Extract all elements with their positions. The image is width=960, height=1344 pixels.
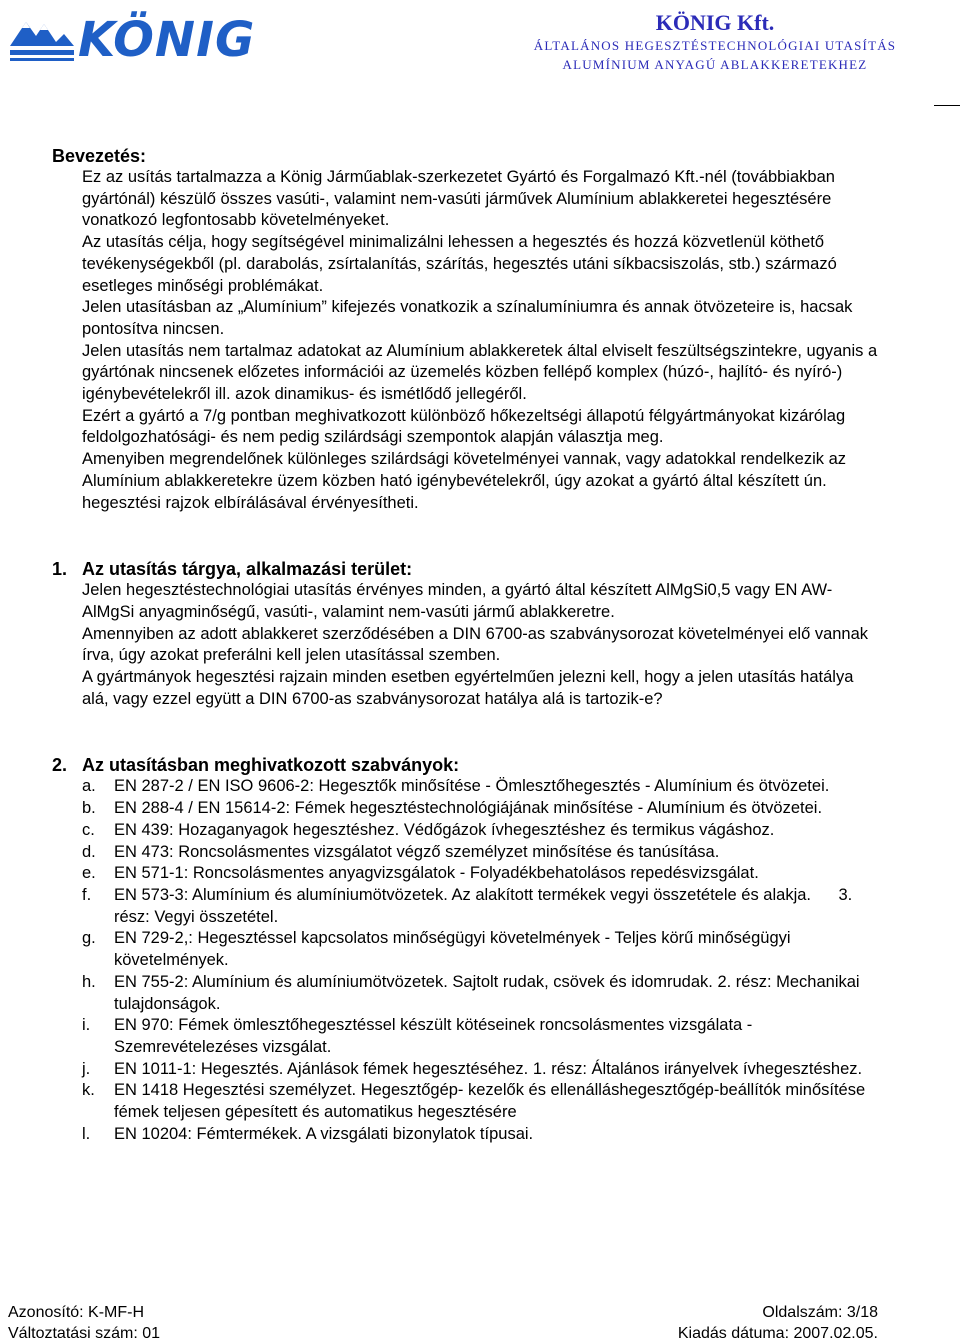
list-item-text: EN 1011-1: Hegesztés. Ajánlások fémek hegesztéséhez. 1. rész: Általános irányelvek ívhegesztéshez. <box>114 1059 863 1078</box>
section-1-number: 1. <box>52 559 68 580</box>
section-1-title: Az utasítás tárgya, alkalmazási terület: <box>82 559 413 580</box>
document-body <box>52 145 882 1145</box>
list-item <box>82 1080 882 1123</box>
list-item-text: EN 571-1: Roncsolásmentes anyagvizsgálatok - Folyadékbehatolásos repedésvizsgálat. <box>114 864 759 883</box>
list-item <box>82 885 882 928</box>
intro-heading: Bevezetés: <box>52 146 147 166</box>
list-item-text: EN 573-3: Alumínium és alumíniumötvözetek. Az alakított termékek vegyi összetétele és alakja. 3. rész: Vegyi összetétel. <box>114 885 857 926</box>
list-item-text: EN 439: Hozaganyagok hegesztéshez. Védőgázok ívhegesztéshez és termikus vágáshoz. <box>114 820 775 839</box>
list-item-label: a. <box>82 777 96 796</box>
list-item-text: EN 287-2 / EN ISO 9606-2: Hegesztők minősítése - Ömlesztőhegesztés - Alumínium és ötvözetei. <box>114 777 830 796</box>
list-item-label: j. <box>82 1059 91 1078</box>
section-2-number: 2. <box>52 755 68 776</box>
list-item <box>82 928 882 971</box>
page-number: Oldalszám: 3/18 <box>762 1304 878 1321</box>
list-item <box>82 820 882 842</box>
list-item <box>82 842 882 864</box>
document-id: Azonosító: K-MF-H <box>8 1304 145 1321</box>
intro-text <box>82 167 882 514</box>
company-name: KÖNIG Kft. <box>655 10 775 35</box>
section-1-paragraph: Amennyiben az adott ablakkeret szerződésében a DIN 6700-as szabványsorozat követelményei elő vannak írva, úgy azokat preferálni kell jelen utasítással szemben. <box>82 624 869 665</box>
list-item <box>82 863 882 885</box>
list-item <box>82 798 882 820</box>
logo-emblem-icon <box>6 6 78 66</box>
list-item-label: h. <box>82 972 96 991</box>
list-item <box>82 1059 882 1081</box>
list-item <box>82 776 882 798</box>
intro-paragraph: Amenyiben megrendelőnek különleges szilárdsági követelményei vannak, vagy adatokkal rendelkezik az Alumínium ablakkeretekre üzem közben ható igénybevételekről, úgy azokat a gyártó által készített ún. hegesztési rajzok elbírálásával érvényesítheti. <box>82 450 847 512</box>
list-item-text: EN 10204: Fémtermékek. A vizsgálati bizonylatok típusai. <box>114 1124 534 1143</box>
list-item-label: f. <box>82 885 92 904</box>
company-logo <box>6 6 256 66</box>
list-item-label: g. <box>82 929 96 948</box>
header-rule <box>934 105 960 106</box>
intro-paragraph: Ezért a gyártó a 7/g pontban meghivatkozott különböző hőkezeltségi állapotú félgyártmányokat kizárólag feldolgozhatósági- és nem pedig szilárdsági szempontok alapján választja meg. <box>82 406 846 447</box>
list-item-label: l. <box>82 1124 91 1143</box>
intro-paragraph: Az utasítás célja, hogy segítségével minimalizálni lehessen a hegesztés és hozzá közvetlenül köthető tevékenységekből (pl. darabolás, zsírtalanítás, szárítás, hegesztés utáni síkbacsiszolás, stb.) származó esetleges minőségi problémákat. <box>82 233 837 295</box>
list-item-text: EN 729-2,: Hegesztéssel kapcsolatos minőségügyi követelmények - Teljes körű minőségügyi követelmények. <box>114 929 791 970</box>
list-item <box>82 972 882 1015</box>
section-1-paragraph: Jelen hegesztéstechnológiai utasítás érvényes minden, a gyártó által készített AlMgSi0,5 vagy EN AW-AlMgSi anyagminőségű, vasúti-, valamint nem-vasúti jármű ablakkeretre. <box>82 581 833 621</box>
list-item-text: EN 755-2: Alumínium és alumíniumötvözetek. Sajtolt rudak, csövek és idomrudak. 2. rész: Mechanikai tulajdonságok. <box>114 972 860 1013</box>
footer-row-2 <box>8 1323 878 1344</box>
section-1-heading <box>52 558 882 580</box>
list-item-label: c. <box>82 820 95 839</box>
list-item-text: EN 1418 Hegesztési személyzet. Hegesztőgép- kezelők és ellenálláshegesztőgép-beállítók minősítése fémek teljesen gépesített és automatikus hegesztésére <box>114 1081 866 1122</box>
page-footer <box>8 1302 878 1344</box>
list-item-label: d. <box>82 842 96 861</box>
section-1-paragraph: A gyártmányok hegesztési rajzain minden esetben egyértelműen jelezni kell, hogy a jelen utasítás hatálya alá, vagy ezzel együtt a DIN 6700-as szabványsorozat hatálya alá is tartozik-e? <box>82 668 854 708</box>
intro-paragraph: Ez az usítás tartalmazza a König Járműablak-szerkezetet Gyártó és Forgalmazó Kft.-nél (továbbiakban gyártónál) készülő összes vasúti-, valamint nem-vasúti járművek Alumínium ablakkeretei hegesztésére vonatkozó legfontosabb követelményeket. <box>82 168 835 230</box>
page-header <box>0 0 960 80</box>
document-title-line-1: ÁLTALÁNOS HEGESZTÉSTECHNOLÓGIAI UTASÍTÁS <box>533 38 897 53</box>
section-1-text <box>82 580 882 710</box>
list-item-label: i. <box>82 1016 91 1035</box>
list-item <box>82 1015 882 1058</box>
intro-paragraph: Jelen utasítás nem tartalmaz adatokat az Alumínium ablakkeretek által elviselt feszültségszintekre, ugyanis a gyártónak nincsenek előzetes információi az üzemelés közben fellépő komplex (húzó-, hajlító- és nyíró-) igénybevételekről ill. azok dinamikus- és ismétlődő jellegéről. <box>82 341 878 404</box>
list-item-text: EN 970: Fémek ömlesztőhegesztéssel készült kötéseinek roncsolásmentes vizsgálata - Szemrevételezéses vizsgálat. <box>114 1016 753 1056</box>
standards-list <box>82 776 882 1145</box>
list-item-label: k. <box>82 1081 95 1100</box>
list-item-label: b. <box>82 799 96 818</box>
header-title-block <box>470 10 960 74</box>
section-2-title: Az utasításban meghivatkozott szabványok: <box>82 755 460 776</box>
list-item-label: e. <box>82 864 96 883</box>
issue-date: Kiadás dátuma: 2007.02.05. <box>677 1325 878 1342</box>
logo-wordmark: KÖNIG <box>78 12 256 68</box>
list-item-text: EN 288-4 / EN 15614-2: Fémek hegesztéstechnológiájának minősítése - Alumínium és ötvözetei. <box>114 799 823 818</box>
section-2-heading <box>52 754 882 776</box>
footer-row-1 <box>8 1302 878 1323</box>
list-item <box>82 1124 882 1146</box>
document-title-line-2: ALUMÍNIUM ANYAGÚ ABLAKKERETEKHEZ <box>562 57 868 72</box>
intro-paragraph: Jelen utasításban az „Alumínium” kifejezés vonatkozik a színalumíniumra és annak ötvözeteire is, hacsak pontosítva nincsen. <box>82 298 853 338</box>
list-item-text: EN 473: Roncsolásmentes vizsgálatot végző személyzet minősítése és tanúsítása. <box>114 842 720 861</box>
revision-number: Változtatási szám: 01 <box>8 1325 161 1342</box>
